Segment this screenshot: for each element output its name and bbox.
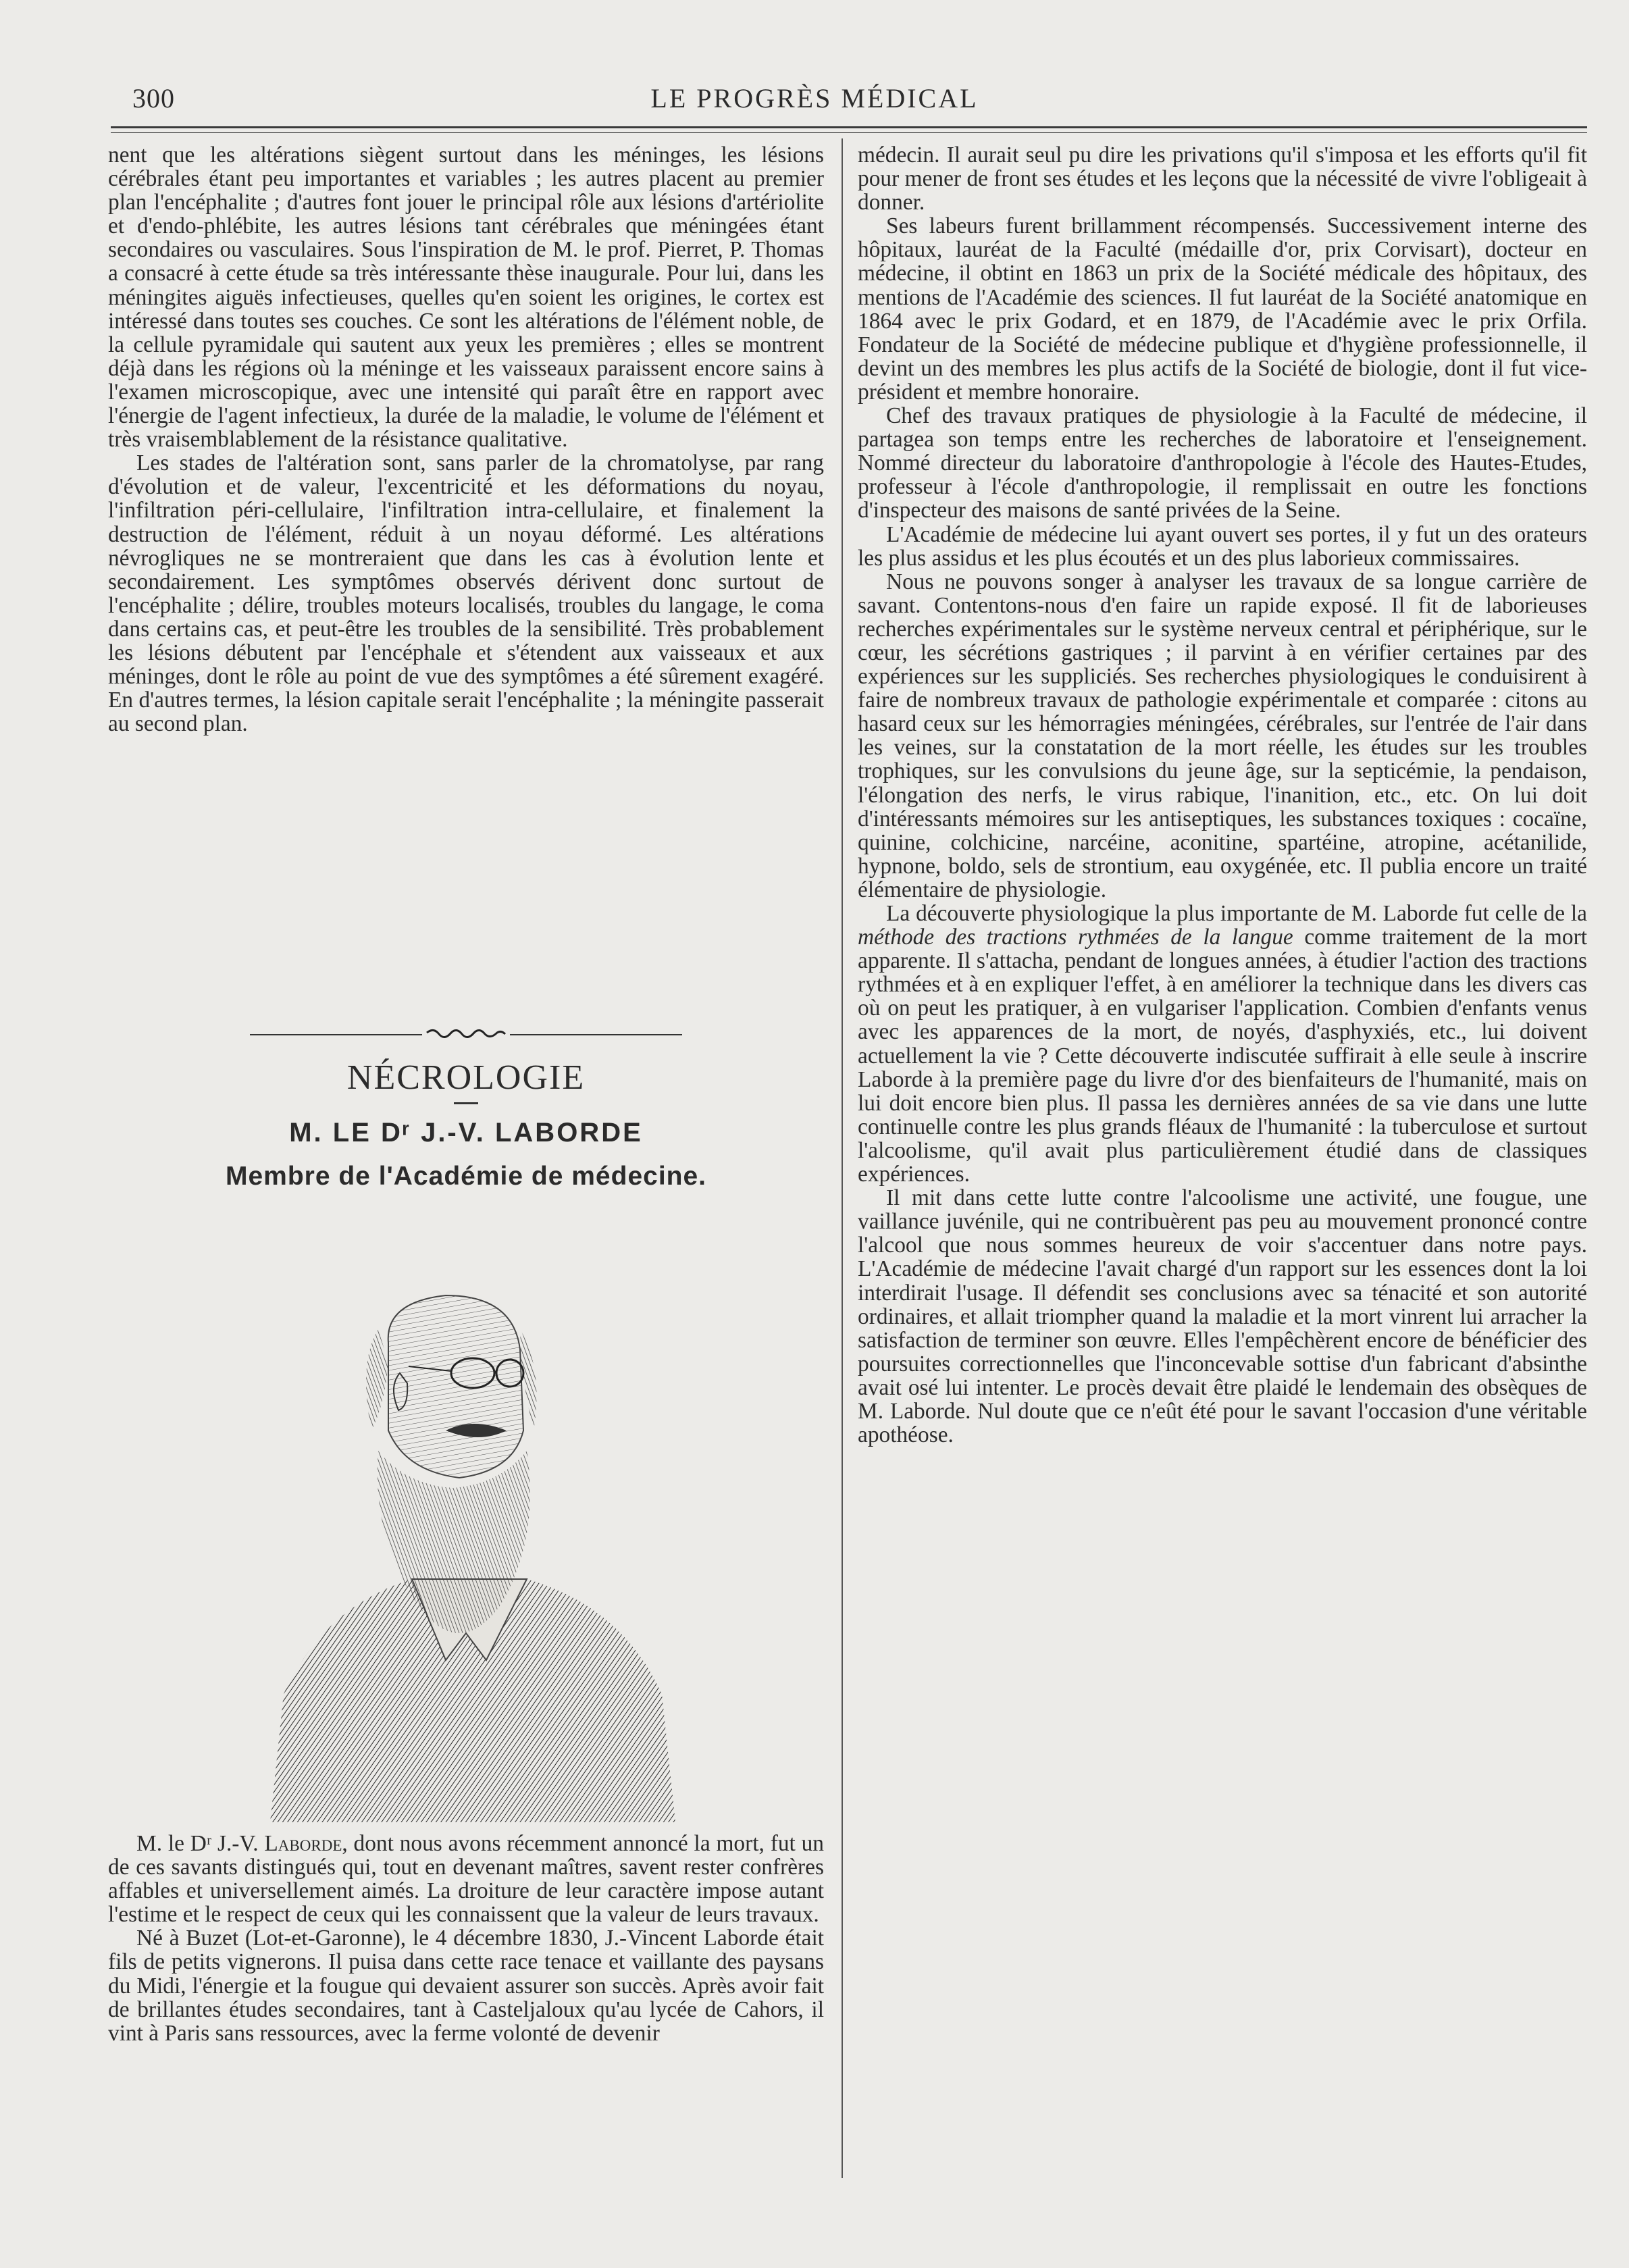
header-rule xyxy=(111,126,1587,133)
column-divider xyxy=(842,138,843,2178)
text-run: comme traitement de la mort apparente. Il s'attacha, pendant de longues années, à étudier l'action des tractions rythmées et à en expliquer l'effet, à en améliorer la technique dans les divers cas où on peut les pratiquer, à en vulgariser l'application. Combien d'enfants venus avec les apparences de la mort, de noyés, d'asphyxiés, etc., lui doivent actuellement la vie ? Cette découverte indiscutée suffirait à elle seule à inscrire Laborde à la première page du livre d'or des bienfaiteurs de l'humanité, mais on lui doit encore bien plus. Il passa les dernières années de sa vie dans une lutte continuelle contre les plus grands fléaux de l'humanité : la tuberculose et surtout l'alcoolisme, qu'il avait plus particulièrement étudié dans de classiques expériences. xyxy=(858,925,1587,1187)
paragraph: Né à Buzet (Lot-et-Garonne), le 4 décembre 1830, J.-Vincent Laborde était fils de petits vignerons. Il puisa dans cette race tenace et vaillante des paysans du Midi, l'énergie et la fougue qui devaient assurer son succès. Après avoir fait de brillantes études secondaires, tant à Casteljaloux qu'au lycée de Cahors, il vint à Paris sans ressources, avec la ferme volonté de devenir xyxy=(108,1926,824,2046)
paragraph xyxy=(858,902,1587,1186)
section-ornament xyxy=(250,1025,682,1045)
paragraph: Il mit dans cette lutte contre l'alcoolisme une activité, une fougue, une vaillance juvénile, qui ne contribuèrent pas peu au mouvement prononcé contre l'alcool que nous sommes heureux de voir s'accentuer dans notre pays. L'Académie de médecine l'avait chargé d'un rapport sur les essences dont la loi interdirait l'usage. Il défendit ses conclusions avec sa ténacité et son autorité ordinaires, et allait triompher quand la maladie et la mort vinrent lui arracher la satisfaction de terminer son œuvre. Elles l'empêchèrent encore de bénéficier des poursuites correctionnelles que l'inconcevable sottise d'un fabricant d'absinthe avait osé lui intenter. Le procès devait être plaidé le lendemain des obsèques de M. Laborde. Nul doute que ce n'eût été pour le savant l'occasion d'une véritable apothéose. xyxy=(858,1185,1587,1448)
right-column xyxy=(858,143,1587,1447)
paragraph: médecin. Il aurait seul pu dire les privations qu'il s'imposa et les efforts qu'il fit pour mener de front ses études et les leçons que la nécessité de vivre l'obligeait à donner. xyxy=(858,143,1587,215)
paragraph: L'Académie de médecine lui ayant ouvert ses portes, il y fut un des orateurs les plus assidus et les plus écoutés et un des plus laborieux commissaires. xyxy=(858,521,1587,571)
obituary-name: M. LE Dʳ J.-V. LABORDE xyxy=(289,1118,643,1148)
left-column-bottom xyxy=(108,1832,824,2045)
person-name: Laborde xyxy=(264,1831,342,1856)
paragraph: Chef des travaux pratiques de physiologie à la Faculté de médecine, il partagea son temps entre les recherches de laboratoire et l'enseignement. Nommé directeur du laboratoire d'anthropologie à l'école des Hautes-Etudes, professeur à l'école d'anthropologie, il remplissait en outre les fonctions d'inspecteur des maisons de santé privées de la Seine. xyxy=(858,403,1587,523)
text-run: M. le Dʳ J.-V. xyxy=(136,1831,265,1856)
portrait-engraving xyxy=(243,1228,689,1822)
text-run: , dont nous avons récemment annoncé la mort, fut un de ces savants distingués qui, tout en devenant maîtres, savent rester confrères affables et universellement aimés. La droiture de leur caractère impose autant l'estime et le respect de ceux qui les connaissent que la valeur de leurs travaux. xyxy=(108,1831,824,1928)
text-run: La découverte physiologique la plus importante de M. Laborde fut celle de la xyxy=(886,901,1587,926)
page-number: 300 xyxy=(132,83,175,113)
paragraph: Nous ne pouvons songer à analyser les travaux de sa longue carrière de savant. Contentons-nous d'en faire un rapide exposé. Il fit de laborieuses recherches expérimentales sur le système nerveux central et périphérique, sur le cœur, les sécrétions gastriques ; il parvint à en vérifier certaines par des expériences sur les suppliciés. Ses recherches physiologiques le conduisirent à faire de nombreux travaux de pathologie expérimentale et comparée : citons au hasard ceux sur les hémorragies méningées, cérébrales, sur l'entrée de l'air dans les veines, sur la constatation de la mort réelle, les études sur les troubles trophiques, sur les convulsions du jeune âge, sur la septicémie, la pendaison, l'élongation des nerfs, le virus rabique, l'inanition, etc., etc. On lui doit d'intéressants mémoires sur les antiseptiques, les substances toxiques : cocaïne, quinine, colchicine, narcéine, aconitine, spartéine, atropine, acétanilide, hypnone, boldo, sels de strontium, eau oxygénée, etc. Il publia encore un traité élémentaire de physiologie. xyxy=(858,569,1587,902)
left-column xyxy=(108,143,824,736)
title-dash xyxy=(454,1102,478,1104)
section-title: NÉCROLOGIE xyxy=(346,1058,586,1097)
paragraph: Les stades de l'altération sont, sans parler de la chromatolyse, par rang d'évolution et de valeur, l'excentricité et les déformations du noyau, l'infiltration péri-cellulaire, l'infiltration intra-cellulaire, et finalement la destruction de l'élément, réduit à un noyau déformé. Les altérations névrogliques ne se montreraient que dans les cas à évolution lente et secondairement. Les symptômes observés dérivent donc surtout de l'encéphalite ; délire, troubles moteurs localisés, troubles du langage, le coma dans certains cas, et peut-être les troubles de la sensibilité. Très probablement les lésions débutent par l'encéphale et s'étendent aux vaisseaux et aux méninges, dont le rôle au point de vue des symptômes a été sûrement exagéré. En d'autres termes, la lésion capitale serait l'encéphalite ; la méningite passerait au second plan. xyxy=(108,450,824,737)
paragraph: Ses labeurs furent brillamment récompensés. Successivement interne des hôpitaux, lauréat de la Faculté (médaille d'or, prix Corvisart), docteur en médecine, il obtint en 1863 un prix de la Société médicale des hôpitaux, des mentions de l'Académie des sciences. Il fut lauréat de la Société anatomique en 1864 avec le prix Godard, et en 1879, de l'Académie avec le prix Orfila. Fondateur de la Société de médecine publique et d'hygiène professionnelle, il devint un des membres les plus actifs de la Société de biologie, dont il fut vice-président et membre honoraire. xyxy=(858,213,1587,405)
paragraph: nent que les altérations siègent surtout dans les méninges, les lésions cérébrales étant peu importantes et variables ; les autres placent au premier plan l'encéphalite ; d'autres font jouer le principal rôle aux lésions d'artériolite et d'endo-phlébite, les autres lésions tant cérébrales que méningées étant secondaires ou vasculaires. Sous l'inspiration de M. le prof. Pierret, P. Thomas a consacré à cette étude sa très intéressante thèse inaugurale. Pour lui, dans les méningites aiguës infectieuses, quelles qu'en soient les origines, le cortex est intéressé dans toutes ses couches. Ce sont les altérations de l'élément noble, de la cellule pyramidale qui sautent aux yeux les premières ; elles se montrent déjà dans les régions où la méninge et les vaisseaux paraissent encore sains à l'examen microscopique, avec une intensité qui paraît être en rapport avec l'énergie de l'agent infectieux, la durée de la maladie, le volume de l'élément et très vraisemblablement de la résistance qualitative. xyxy=(108,143,824,453)
running-head: LE PROGRÈS MÉDICAL xyxy=(650,83,979,113)
obituary-subtitle: Membre de l'Académie de médecine. xyxy=(225,1162,707,1191)
italic-term: méthode des tractions rythmées de la langue xyxy=(858,925,1293,950)
paragraph xyxy=(108,1832,824,1926)
